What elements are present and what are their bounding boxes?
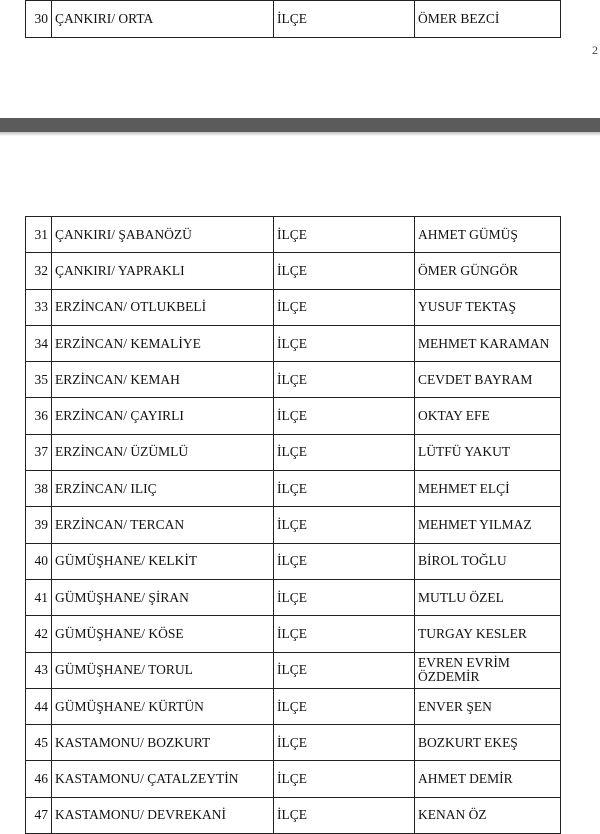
candidate-name-cell: MEHMET KARAMAN <box>415 325 561 361</box>
level-cell: İLÇE <box>274 398 415 434</box>
level-cell: İLÇE <box>274 616 415 652</box>
level-cell: İLÇE <box>274 1 415 38</box>
candidate-name-cell: OKTAY EFE <box>415 398 561 434</box>
district-cell: GÜMÜŞHANE/ ŞİRAN <box>52 579 274 615</box>
candidate-name-cell: ÖMER BEZCİ <box>415 1 561 38</box>
district-cell: ÇANKIRI/ YAPRAKLI <box>52 253 274 289</box>
table-row <box>26 652 561 688</box>
row-number: 34 <box>26 325 52 361</box>
district-cell: ERZİNCAN/ OTLUKBELİ <box>52 289 274 325</box>
row-number: 45 <box>26 725 52 761</box>
row-number: 46 <box>26 761 52 797</box>
candidate-name-cell: TURGAY KESLER <box>415 616 561 652</box>
level-cell: İLÇE <box>274 652 415 688</box>
level-cell: İLÇE <box>274 325 415 361</box>
level-cell: İLÇE <box>274 797 415 833</box>
level-cell: İLÇE <box>274 688 415 724</box>
district-cell: ERZİNCAN/ KEMALİYE <box>52 325 274 361</box>
level-cell: İLÇE <box>274 543 415 579</box>
candidate-name-cell: AHMET DEMİR <box>415 761 561 797</box>
table-row <box>26 253 561 289</box>
district-cell: ERZİNCAN/ ÜZÜMLÜ <box>52 434 274 470</box>
district-cell: ÇANKIRI/ ŞABANÖZÜ <box>52 217 274 253</box>
district-cell: GÜMÜŞHANE/ KELKİT <box>52 543 274 579</box>
level-cell: İLÇE <box>274 289 415 325</box>
table-row <box>26 797 561 833</box>
table-row <box>26 761 561 797</box>
row-number: 38 <box>26 471 52 507</box>
row-number: 31 <box>26 217 52 253</box>
row-number: 39 <box>26 507 52 543</box>
table-row <box>26 434 561 470</box>
candidate-name-cell: ENVER ŞEN <box>415 688 561 724</box>
row-number: 36 <box>26 398 52 434</box>
candidate-name-cell: MEHMET ELÇİ <box>415 471 561 507</box>
level-cell: İLÇE <box>274 761 415 797</box>
candidate-name-cell: KENAN ÖZ <box>415 797 561 833</box>
row-number: 32 <box>26 253 52 289</box>
candidate-name-cell: BOZKURT EKEŞ <box>415 725 561 761</box>
district-cell: GÜMÜŞHANE/ KÖSE <box>52 616 274 652</box>
candidate-table-top <box>25 0 561 38</box>
level-cell: İLÇE <box>274 253 415 289</box>
row-number: 37 <box>26 434 52 470</box>
table-row <box>26 289 561 325</box>
table-row <box>26 398 561 434</box>
table-row <box>26 325 561 361</box>
table-body <box>26 217 561 834</box>
level-cell: İLÇE <box>274 471 415 507</box>
page-number: 2 <box>592 43 598 57</box>
district-cell: ERZİNCAN/ KEMAH <box>52 362 274 398</box>
table-row <box>26 543 561 579</box>
row-number: 47 <box>26 797 52 833</box>
candidate-name-cell: YUSUF TEKTAŞ <box>415 289 561 325</box>
table-row <box>26 507 561 543</box>
row-number: 30 <box>26 1 52 38</box>
district-cell: ÇANKIRI/ ORTA <box>52 1 274 38</box>
district-cell: GÜMÜŞHANE/ KÜRTÜN <box>52 688 274 724</box>
district-cell: ERZİNCAN/ TERCAN <box>52 507 274 543</box>
district-cell: GÜMÜŞHANE/ TORUL <box>52 652 274 688</box>
candidate-name-cell: MEHMET YILMAZ <box>415 507 561 543</box>
row-number: 33 <box>26 289 52 325</box>
table-row <box>26 471 561 507</box>
table-row <box>26 616 561 652</box>
district-cell: ERZİNCAN/ ILIÇ <box>52 471 274 507</box>
table-row <box>26 725 561 761</box>
table-row <box>26 217 561 253</box>
row-number: 40 <box>26 543 52 579</box>
table-row <box>26 362 561 398</box>
candidate-table <box>25 216 561 834</box>
candidate-name-cell: BİROL TOĞLU <box>415 543 561 579</box>
candidate-name-cell: MUTLU ÖZEL <box>415 579 561 615</box>
page-separator <box>0 118 600 132</box>
previous-page <box>0 0 600 118</box>
row-number: 42 <box>26 616 52 652</box>
district-cell: ERZİNCAN/ ÇAYIRLI <box>52 398 274 434</box>
table-row <box>26 688 561 724</box>
table-row <box>26 1 561 38</box>
candidate-name-cell: EVREN EVRİM ÖZDEMİR <box>415 652 561 688</box>
table-row <box>26 579 561 615</box>
level-cell: İLÇE <box>274 362 415 398</box>
level-cell: İLÇE <box>274 579 415 615</box>
page-separator-shadow <box>0 132 600 136</box>
level-cell: İLÇE <box>274 217 415 253</box>
district-cell: KASTAMONU/ BOZKURT <box>52 725 274 761</box>
table-body-top <box>26 1 561 38</box>
candidate-name-cell: AHMET GÜMÜŞ <box>415 217 561 253</box>
row-number: 43 <box>26 652 52 688</box>
district-cell: KASTAMONU/ DEVREKANİ <box>52 797 274 833</box>
level-cell: İLÇE <box>274 434 415 470</box>
district-cell: KASTAMONU/ ÇATALZEYTİN <box>52 761 274 797</box>
level-cell: İLÇE <box>274 725 415 761</box>
candidate-name-cell: CEVDET BAYRAM <box>415 362 561 398</box>
level-cell: İLÇE <box>274 507 415 543</box>
candidate-name-cell: LÜTFÜ YAKUT <box>415 434 561 470</box>
row-number: 44 <box>26 688 52 724</box>
candidate-name-cell: ÖMER GÜNGÖR <box>415 253 561 289</box>
row-number: 35 <box>26 362 52 398</box>
row-number: 41 <box>26 579 52 615</box>
